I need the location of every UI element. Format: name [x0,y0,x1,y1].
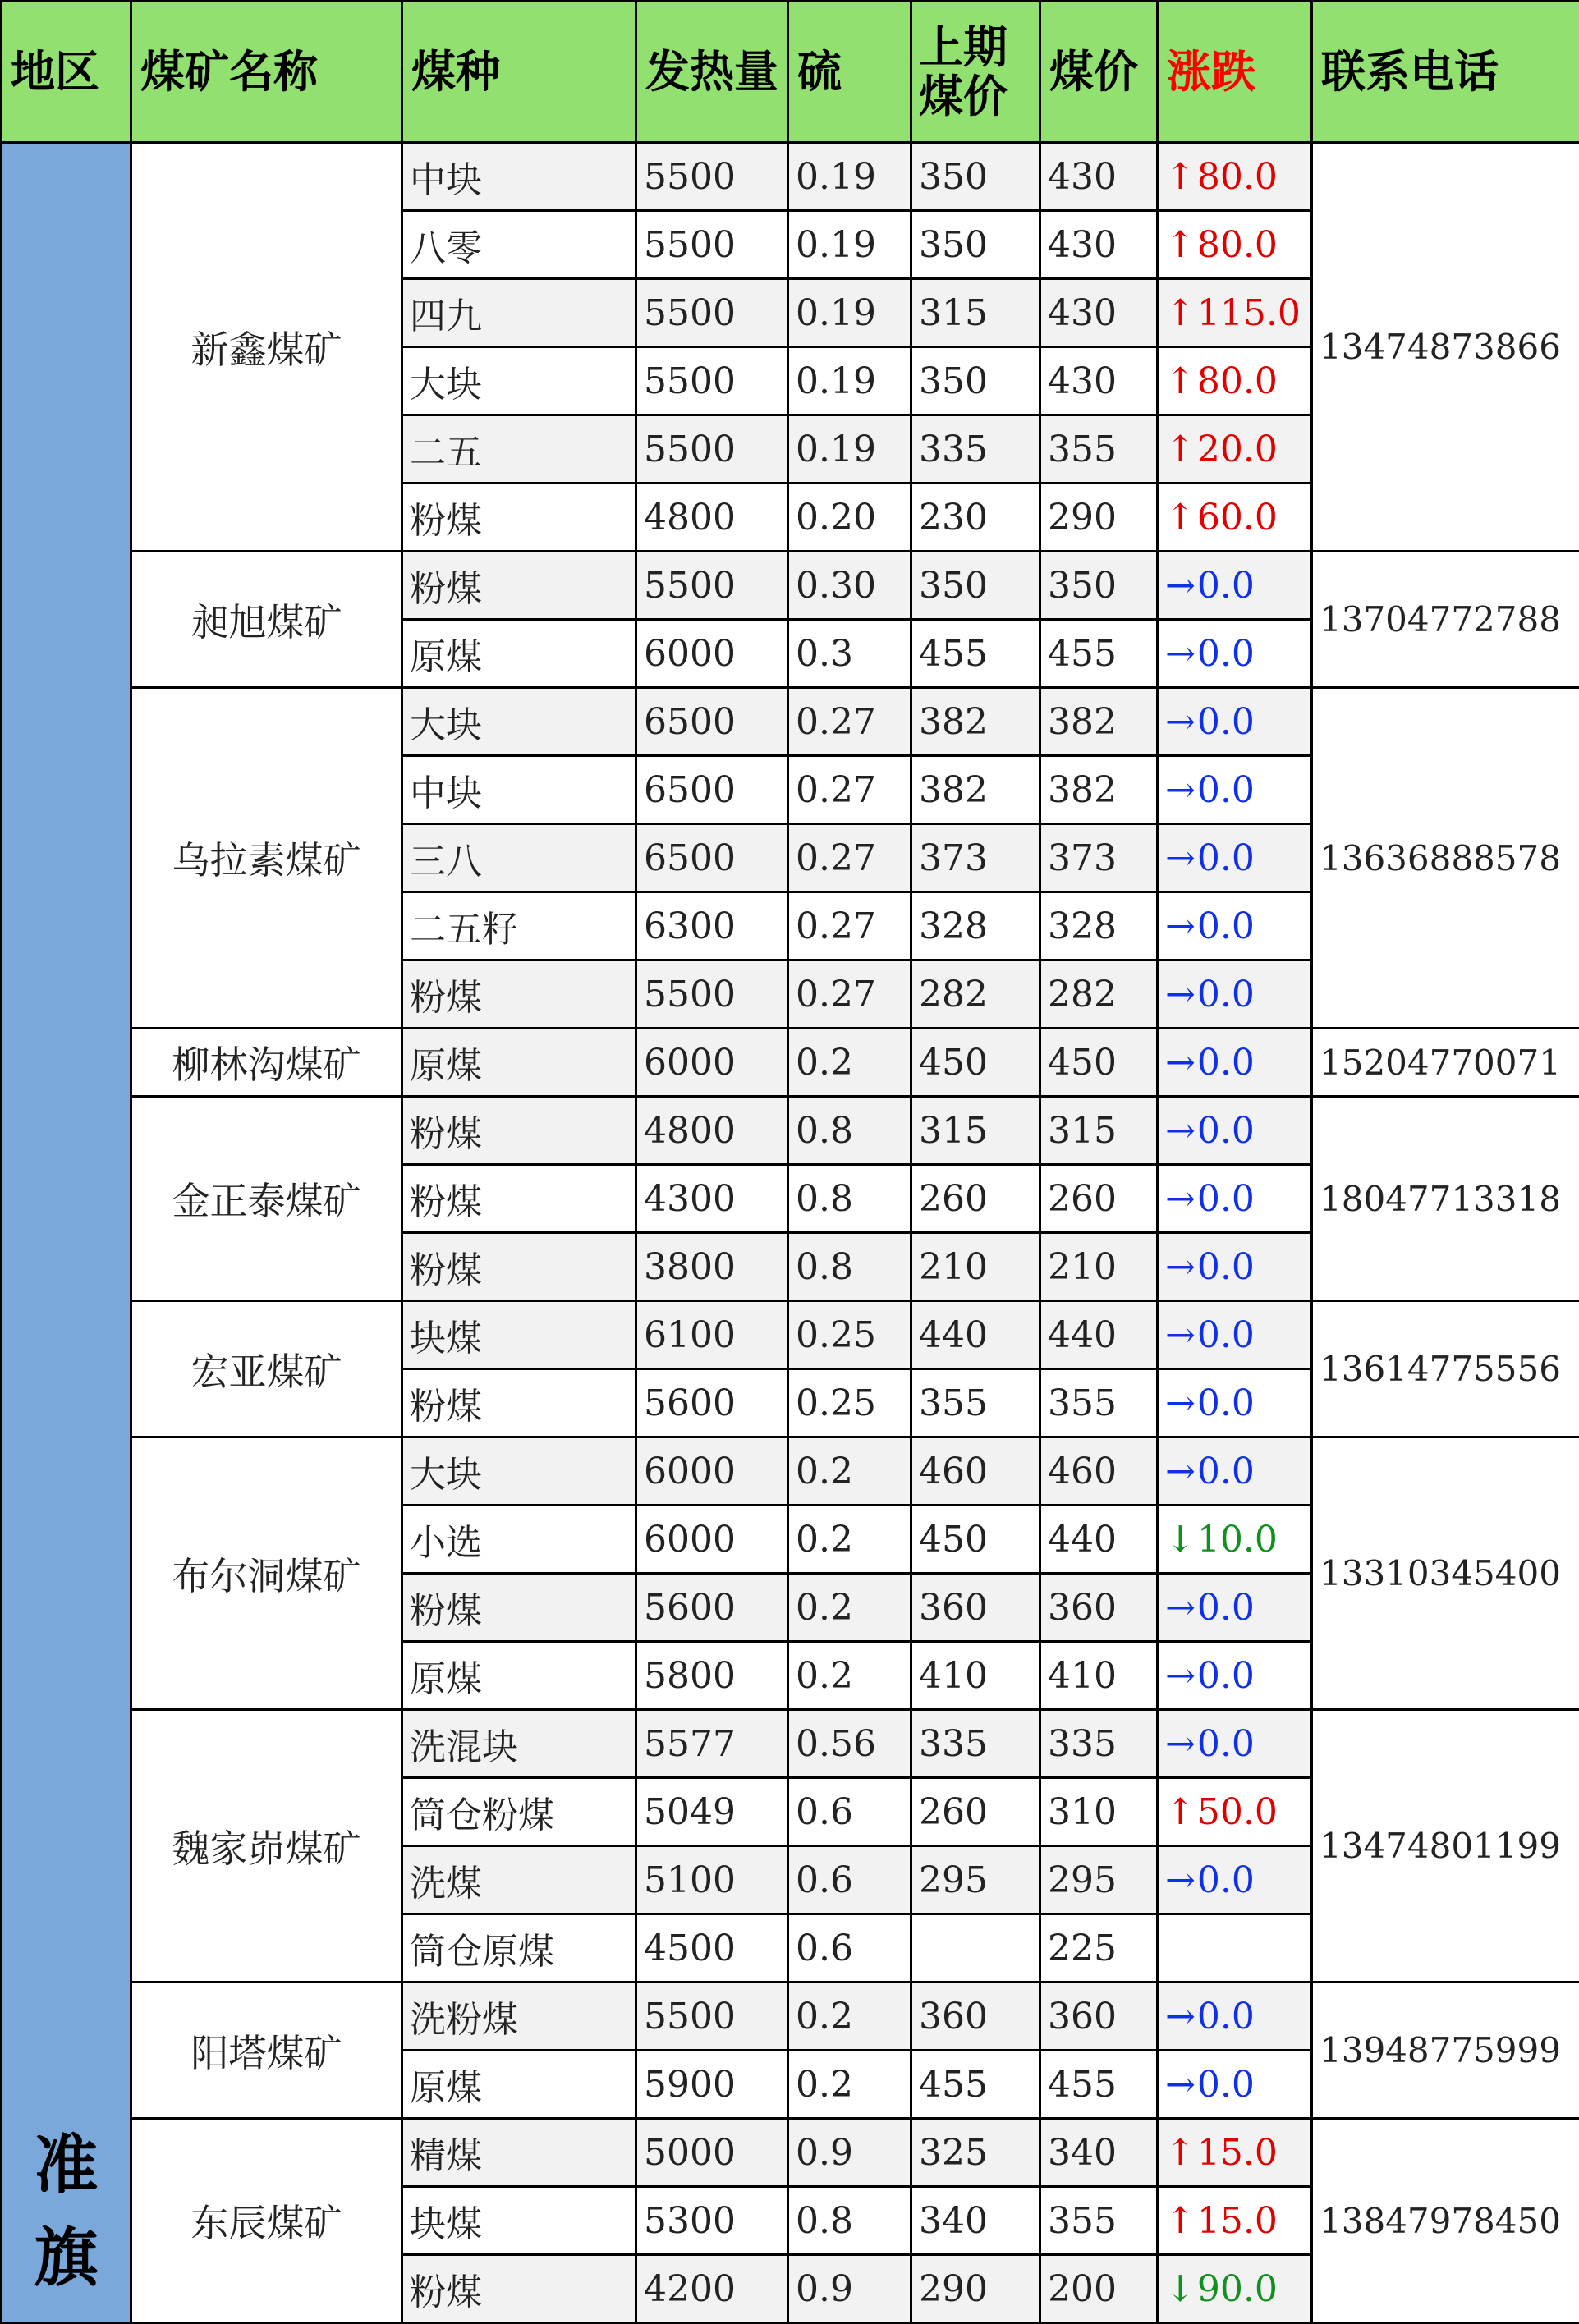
sulfur-cell: 0.6 [788,1914,911,1983]
change-flat-arrow-icon: → [1165,1722,1196,1765]
coal-type-cell: 粉煤 [402,552,636,620]
prev-price-cell [911,1914,1040,1983]
change-value: 0.0 [1196,837,1255,879]
calorific-cell: 4800 [636,1097,788,1165]
prev-price-cell: 260 [911,1778,1040,1846]
coal-type-cell: 筒仓原煤 [402,1914,636,1983]
mine-name-cell: 布尔洞煤矿 [131,1437,402,1710]
coal-type-cell: 大块 [402,1437,636,1506]
change-cell [1158,1710,1312,1778]
coal-type-cell: 洗煤 [402,1846,636,1914]
price-cell: 355 [1040,2187,1158,2255]
price-cell: 373 [1040,824,1158,892]
change-up-arrow-icon: ↑ [1165,2131,1196,2174]
calorific-cell: 6000 [636,1506,788,1574]
change-value: 0.0 [1196,1313,1255,1356]
sulfur-cell: 0.2 [788,2051,911,2119]
region-cell [2,143,131,2323]
calorific-cell: 5500 [636,347,788,415]
calorific-cell: 6500 [636,824,788,892]
prev-price-cell: 350 [911,211,1040,279]
price-cell: 350 [1040,552,1158,620]
calorific-cell: 4500 [636,1914,788,1983]
change-flat-arrow-icon: → [1165,1177,1196,1220]
price-cell: 455 [1040,2051,1158,2119]
change-cell [1158,2255,1312,2323]
calorific-cell: 6000 [636,1437,788,1506]
prev-price-cell: 295 [911,1846,1040,1914]
table-row [2,143,1579,211]
calorific-cell: 5100 [636,1846,788,1914]
sulfur-cell: 0.20 [788,484,911,552]
price-cell: 225 [1040,1914,1158,1983]
calorific-cell: 6000 [636,620,788,688]
change-flat-arrow-icon: → [1165,1041,1196,1084]
sulfur-cell: 0.56 [788,1710,911,1778]
calorific-cell: 5577 [636,1710,788,1778]
prev-price-cell: 382 [911,688,1040,756]
calorific-cell: 5500 [636,279,788,347]
prev-price-cell: 230 [911,484,1040,552]
prev-price-cell: 355 [911,1369,1040,1437]
change-up-arrow-icon: ↑ [1165,223,1196,266]
change-value: 0.0 [1196,2063,1255,2106]
change-cell [1158,211,1312,279]
change-cell [1158,484,1312,552]
price-cell: 340 [1040,2119,1158,2187]
coal-type-cell: 大块 [402,688,636,756]
change-flat-arrow-icon: → [1165,1313,1196,1356]
change-cell [1158,1914,1312,1983]
price-cell: 450 [1040,1029,1158,1097]
calorific-cell: 5500 [636,960,788,1029]
change-value: 0.0 [1196,1722,1255,1765]
change-value: 0.0 [1196,564,1255,607]
change-cell [1158,1574,1312,1642]
sulfur-cell: 0.6 [788,1778,911,1846]
change-value: 0.0 [1196,1177,1255,1220]
price-cell: 430 [1040,143,1158,211]
table-row [2,1437,1579,1506]
change-cell [1158,1642,1312,1710]
change-cell [1158,279,1312,347]
table-row [2,2119,1579,2187]
change-down-arrow-icon: ↓ [1165,2267,1196,2310]
change-value: 80.0 [1196,360,1278,402]
calorific-cell: 6000 [636,1029,788,1097]
table-row [2,1097,1579,1165]
change-cell [1158,960,1312,1029]
coal-type-cell: 原煤 [402,1029,636,1097]
table-row [2,1029,1579,1097]
prev-price-cell: 360 [911,1574,1040,1642]
price-cell: 200 [1040,2255,1158,2323]
change-cell [1158,892,1312,960]
coal-type-cell: 原煤 [402,2051,636,2119]
change-value: 0.0 [1196,973,1255,1015]
mine-name-cell: 宏亚煤矿 [131,1301,402,1437]
sulfur-cell: 0.27 [788,960,911,1029]
phone-cell: 13310345400 [1312,1437,1579,1710]
header-calorific: 发热量 [636,2,788,143]
mine-name-cell: 乌拉素煤矿 [131,688,402,1029]
prev-price-cell: 290 [911,2255,1040,2323]
region-char: 旗 [34,2221,99,2295]
sulfur-cell: 0.9 [788,2119,911,2187]
sulfur-cell: 0.27 [788,756,911,824]
change-up-arrow-icon: ↑ [1165,1790,1196,1833]
change-flat-arrow-icon: → [1165,632,1196,675]
calorific-cell: 4300 [636,1165,788,1233]
price-cell: 335 [1040,1710,1158,1778]
change-flat-arrow-icon: → [1165,700,1196,743]
change-down-arrow-icon: ↓ [1165,1518,1196,1561]
change-flat-arrow-icon: → [1165,1245,1196,1288]
price-cell: 430 [1040,347,1158,415]
coal-type-cell: 小选 [402,1506,636,1574]
price-cell: 360 [1040,1574,1158,1642]
price-cell: 460 [1040,1437,1158,1506]
region-char: 准 [34,2128,99,2203]
prev-price-cell: 260 [911,1165,1040,1233]
change-flat-arrow-icon: → [1165,1450,1196,1492]
prev-price-cell: 373 [911,824,1040,892]
change-flat-arrow-icon: → [1165,1109,1196,1152]
change-value: 0.0 [1196,700,1255,743]
change-cell [1158,552,1312,620]
change-flat-arrow-icon: → [1165,564,1196,607]
calorific-cell: 5049 [636,1778,788,1846]
header-prev-price: 上期煤价 [911,2,1040,143]
coal-type-cell: 粉煤 [402,1369,636,1437]
change-value: 80.0 [1196,155,1278,198]
change-flat-arrow-icon: → [1165,1382,1196,1424]
sulfur-cell: 0.2 [788,1437,911,1506]
price-cell: 360 [1040,1983,1158,2051]
coal-type-cell: 洗粉煤 [402,1983,636,2051]
phone-cell: 13948775999 [1312,1983,1579,2119]
prev-price-cell: 460 [911,1437,1040,1506]
change-value: 50.0 [1196,1790,1278,1833]
change-value: 0.0 [1196,1109,1255,1152]
mine-name-cell: 金正泰煤矿 [131,1097,402,1301]
sulfur-cell: 0.8 [788,1097,911,1165]
change-up-arrow-icon: ↑ [1165,2199,1196,2242]
coal-type-cell: 四九 [402,279,636,347]
price-cell: 430 [1040,279,1158,347]
change-cell [1158,347,1312,415]
sulfur-cell: 0.27 [788,824,911,892]
calorific-cell: 5500 [636,211,788,279]
change-flat-arrow-icon: → [1165,837,1196,879]
price-cell: 410 [1040,1642,1158,1710]
phone-cell: 13474801199 [1312,1710,1579,1983]
sulfur-cell: 0.8 [788,1233,911,1301]
price-cell: 310 [1040,1778,1158,1846]
change-cell [1158,1846,1312,1914]
phone-cell: 13474873866 [1312,143,1579,552]
header-row [2,2,1579,143]
change-cell [1158,1506,1312,1574]
prev-price-cell: 350 [911,143,1040,211]
sulfur-cell: 0.19 [788,415,911,484]
header-sulfur: 硫 [788,2,911,143]
change-flat-arrow-icon: → [1165,768,1196,811]
change-value: 0.0 [1196,905,1255,947]
coal-type-cell: 大块 [402,347,636,415]
coal-type-cell: 粉煤 [402,484,636,552]
coal-type-cell: 粉煤 [402,1165,636,1233]
change-cell [1158,1233,1312,1301]
calorific-cell: 3800 [636,1233,788,1301]
prev-price-cell: 455 [911,620,1040,688]
coal-type-cell: 块煤 [402,2187,636,2255]
change-value: 0.0 [1196,1995,1255,2038]
change-up-arrow-icon: ↑ [1165,155,1196,198]
header-change: 涨跌 [1158,2,1312,143]
sulfur-cell: 0.6 [788,1846,911,1914]
sulfur-cell: 0.8 [788,2187,911,2255]
price-cell: 355 [1040,1369,1158,1437]
change-value: 0.0 [1196,1041,1255,1084]
prev-price-cell: 450 [911,1029,1040,1097]
table-row [2,1983,1579,2051]
prev-price-cell: 450 [911,1506,1040,1574]
change-value: 90.0 [1196,2267,1278,2310]
phone-cell: 13847978450 [1312,2119,1579,2323]
coal-type-cell: 精煤 [402,2119,636,2187]
change-value: 0.0 [1196,1382,1255,1424]
calorific-cell: 4200 [636,2255,788,2323]
sulfur-cell: 0.19 [788,347,911,415]
calorific-cell: 5000 [636,2119,788,2187]
phone-cell: 13704772788 [1312,552,1579,688]
change-value: 0.0 [1196,1859,1255,1901]
coal-type-cell: 原煤 [402,1642,636,1710]
phone-cell: 18047713318 [1312,1097,1579,1301]
sulfur-cell: 0.9 [788,2255,911,2323]
table-row [2,1301,1579,1369]
change-cell [1158,415,1312,484]
change-value: 80.0 [1196,223,1278,266]
sulfur-cell: 0.27 [788,892,911,960]
calorific-cell: 4800 [636,484,788,552]
change-cell [1158,1983,1312,2051]
header-price: 煤价 [1040,2,1158,143]
coal-type-cell: 粉煤 [402,1574,636,1642]
prev-price-cell: 455 [911,2051,1040,2119]
price-cell: 328 [1040,892,1158,960]
coal-type-cell: 原煤 [402,620,636,688]
phone-cell: 15204770071 [1312,1029,1579,1097]
price-cell: 260 [1040,1165,1158,1233]
price-cell: 315 [1040,1097,1158,1165]
change-cell [1158,1029,1312,1097]
change-flat-arrow-icon: → [1165,1654,1196,1697]
coal-type-cell: 粉煤 [402,1233,636,1301]
change-cell [1158,756,1312,824]
prev-price-cell: 335 [911,1710,1040,1778]
sulfur-cell: 0.2 [788,1029,911,1097]
calorific-cell: 5300 [636,2187,788,2255]
change-cell [1158,2119,1312,2187]
change-flat-arrow-icon: → [1165,1859,1196,1901]
change-up-arrow-icon: ↑ [1165,360,1196,402]
coal-type-cell: 粉煤 [402,2255,636,2323]
calorific-cell: 5900 [636,2051,788,2119]
price-cell: 290 [1040,484,1158,552]
prev-price-cell: 350 [911,347,1040,415]
calorific-cell: 6500 [636,688,788,756]
header-coal-type: 煤种 [402,2,636,143]
coal-type-cell: 粉煤 [402,1097,636,1165]
coal-type-cell: 粉煤 [402,960,636,1029]
coal-type-cell: 块煤 [402,1301,636,1369]
prev-price-cell: 325 [911,2119,1040,2187]
sulfur-cell: 0.3 [788,620,911,688]
change-up-arrow-icon: ↑ [1165,291,1196,334]
price-cell: 295 [1040,1846,1158,1914]
prev-price-cell: 210 [911,1233,1040,1301]
calorific-cell: 5500 [636,143,788,211]
sulfur-cell: 0.19 [788,143,911,211]
change-value: 115.0 [1196,291,1301,334]
change-value: 15.0 [1196,2131,1278,2174]
change-cell [1158,824,1312,892]
price-cell: 382 [1040,688,1158,756]
sulfur-cell: 0.2 [788,1642,911,1710]
coal-type-cell: 三八 [402,824,636,892]
coal-type-cell: 中块 [402,143,636,211]
mine-name-cell: 东辰煤矿 [131,2119,402,2323]
coal-type-cell: 八零 [402,211,636,279]
sulfur-cell: 0.19 [788,211,911,279]
calorific-cell: 5500 [636,552,788,620]
calorific-cell: 5500 [636,1983,788,2051]
coal-type-cell: 洗混块 [402,1710,636,1778]
prev-price-cell: 440 [911,1301,1040,1369]
table-row [2,552,1579,620]
change-cell [1158,620,1312,688]
prev-price-cell: 282 [911,960,1040,1029]
change-value: 0.0 [1196,632,1255,675]
change-flat-arrow-icon: → [1165,1995,1196,2038]
prev-price-cell: 410 [911,1642,1040,1710]
coal-type-cell: 筒仓粉煤 [402,1778,636,1846]
coal-type-cell: 中块 [402,756,636,824]
change-flat-arrow-icon: → [1165,2063,1196,2106]
sulfur-cell: 0.27 [788,688,911,756]
change-flat-arrow-icon: → [1165,973,1196,1015]
change-up-arrow-icon: ↑ [1165,428,1196,470]
prev-price-cell: 360 [911,1983,1040,2051]
calorific-cell: 6100 [636,1301,788,1369]
change-cell [1158,2187,1312,2255]
change-value: 15.0 [1196,2199,1278,2242]
mine-name-cell: 魏家峁煤矿 [131,1710,402,1983]
change-cell [1158,1778,1312,1846]
calorific-cell: 5800 [636,1642,788,1710]
price-cell: 455 [1040,620,1158,688]
change-value: 0.0 [1196,1450,1255,1492]
sulfur-cell: 0.2 [788,1506,911,1574]
price-cell: 440 [1040,1506,1158,1574]
table-row [2,688,1579,756]
prev-price-cell: 340 [911,2187,1040,2255]
change-value: 0.0 [1196,1654,1255,1697]
change-cell [1158,2051,1312,2119]
sulfur-cell: 0.8 [788,1165,911,1233]
phone-cell: 13636888578 [1312,688,1579,1029]
sulfur-cell: 0.2 [788,1983,911,2051]
header-region: 地区 [2,2,131,143]
price-cell: 282 [1040,960,1158,1029]
price-cell: 382 [1040,756,1158,824]
sulfur-cell: 0.30 [788,552,911,620]
change-cell [1158,1165,1312,1233]
prev-price-cell: 350 [911,552,1040,620]
price-cell: 440 [1040,1301,1158,1369]
change-cell [1158,1097,1312,1165]
prev-price-cell: 315 [911,279,1040,347]
header-phone: 联系电话 [1312,2,1579,143]
calorific-cell: 5500 [636,415,788,484]
mine-name-cell: 昶旭煤矿 [131,552,402,688]
change-flat-arrow-icon: → [1165,905,1196,947]
table-row [2,1710,1579,1778]
price-cell: 210 [1040,1233,1158,1301]
prev-price-cell: 328 [911,892,1040,960]
change-cell [1158,688,1312,756]
prev-price-cell: 335 [911,415,1040,484]
change-flat-arrow-icon: → [1165,1586,1196,1629]
mine-name-cell: 柳林沟煤矿 [131,1029,402,1097]
mine-name-cell: 新鑫煤矿 [131,143,402,552]
sulfur-cell: 0.25 [788,1369,911,1437]
prev-price-cell: 382 [911,756,1040,824]
calorific-cell: 6300 [636,892,788,960]
change-cell [1158,143,1312,211]
sulfur-cell: 0.19 [788,279,911,347]
change-up-arrow-icon: ↑ [1165,496,1196,539]
prev-price-cell: 315 [911,1097,1040,1165]
price-cell: 430 [1040,211,1158,279]
change-value: 0.0 [1196,768,1255,811]
change-value: 0.0 [1196,1586,1255,1629]
calorific-cell: 5600 [636,1574,788,1642]
price-cell: 355 [1040,415,1158,484]
coal-type-cell: 二五籽 [402,892,636,960]
calorific-cell: 6500 [636,756,788,824]
mine-name-cell: 阳塔煤矿 [131,1983,402,2119]
phone-cell: 13614775556 [1312,1301,1579,1437]
sulfur-cell: 0.25 [788,1301,911,1369]
coal-type-cell: 二五 [402,415,636,484]
calorific-cell: 5600 [636,1369,788,1437]
change-cell [1158,1437,1312,1506]
header-mine-name: 煤矿名称 [131,2,402,143]
change-value: 60.0 [1196,496,1278,539]
change-value: 20.0 [1196,428,1278,470]
change-value: 0.0 [1196,1245,1255,1288]
table-body [2,143,1579,2323]
change-cell [1158,1301,1312,1369]
change-cell [1158,1369,1312,1437]
change-value: 10.0 [1196,1518,1278,1561]
sulfur-cell: 0.2 [788,1574,911,1642]
